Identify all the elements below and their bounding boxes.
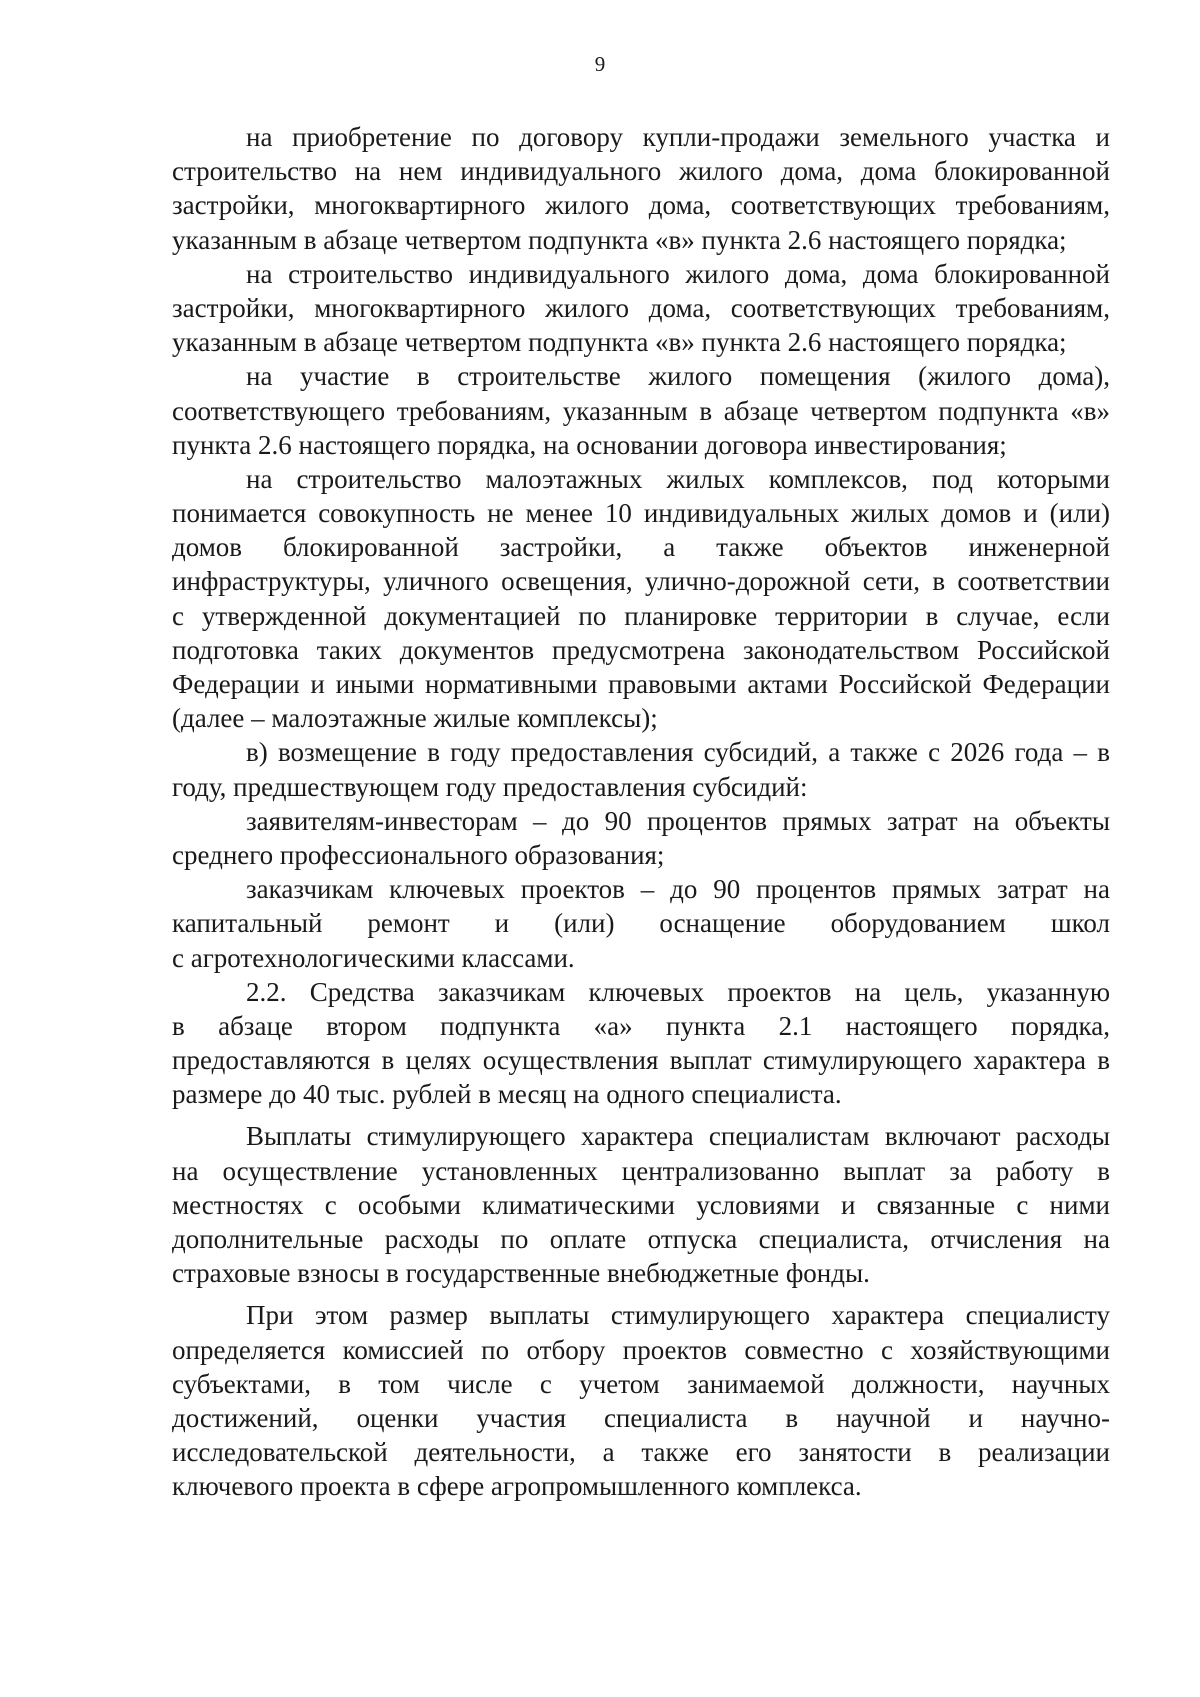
document-body (172, 120, 1110, 1504)
text-line: заказчикам ключевых проектов – до 90 процентов прямых затрат на (246, 874, 1110, 905)
text-line: размере до 40 тыс. рублей в месяц на одного специалиста. (172, 1079, 842, 1110)
text-line: ключевого проекта в сфере агропромышленного комплекса. (172, 1471, 862, 1502)
text-line: Выплаты стимулирующего характера специалистам включают расходы (246, 1121, 1110, 1152)
paragraph (172, 735, 1110, 803)
text-line: домов блокированной застройки, а также объектов инженерной (172, 532, 1110, 563)
paragraph (172, 804, 1110, 872)
paragraph (172, 872, 1110, 975)
text-line: с утвержденной документацией по планировке территории в случае, если (172, 600, 1110, 631)
text-line: году, предшествующем году предоставления субсидий: (172, 771, 808, 802)
text-line: (далее – малоэтажные жилые комплексы); (172, 703, 658, 734)
text-line: страховые взносы в государственные внебюджетные фонды. (172, 1258, 870, 1289)
text-line: с агротехнологическими классами. (172, 942, 575, 973)
paragraph-gap (172, 1290, 1110, 1298)
text-line: определяется комиссией по отбору проектов совместно с хозяйствующими (172, 1334, 1110, 1365)
text-line: среднего профессионального образования; (172, 839, 665, 870)
text-line: в) возмещение в году предоставления субсидий, а также с 2026 года – в (246, 737, 1110, 768)
text-line: указанным в абзаце четвертом подпункта «в» пункта 2.6 настоящего порядка; (172, 224, 1067, 255)
text-line: предоставляются в целях осуществления выплат стимулирующего характера в (172, 1045, 1110, 1076)
text-line: подготовка таких документов предусмотрена законодательством Российской (172, 634, 1110, 665)
text-line: достижений, оценки участия специалиста в научной и научно- (172, 1402, 1110, 1433)
text-line: понимается совокупность не менее 10 индивидуальных жилых домов и (или) (172, 498, 1110, 529)
text-line: строительство на нем индивидуального жилого дома, дома блокированной (172, 156, 1110, 187)
text-line: Федерации и иными нормативными правовыми актами Российской Федерации (172, 669, 1110, 699)
page-number: 9 (594, 52, 606, 76)
paragraph (172, 975, 1110, 1112)
paragraph (172, 462, 1110, 736)
text-line: указанным в абзаце четвертом подпункта «в» пункта 2.6 настоящего порядка; (172, 327, 1067, 358)
text-line: 2.2. Средства заказчикам ключевых проектов на цель, указанную (246, 976, 1110, 1007)
text-line: в абзаце втором подпункта «а» пункта 2.1 настоящего порядка, (172, 1010, 1110, 1041)
paragraph (172, 359, 1110, 462)
text-line: соответствующего требованиям, указанным в абзаце четвертом подпункта «в» (172, 395, 1110, 426)
text-line: инфраструктуры, уличного освещения, улично-дорожной сети, в соответствии (172, 566, 1110, 597)
text-line: местностях с особыми климатическими условиями и связанные с ними (172, 1189, 1110, 1220)
text-line: исследовательской деятельности, а также его занятости в реализации (172, 1437, 1110, 1468)
text-line: на участие в строительстве жилого помещения (жилого дома), (246, 361, 1110, 392)
text-line: капитальный ремонт и (или) оснащение оборудованием школ (172, 908, 1110, 939)
text-line: застройки, многоквартирного жилого дома, соответствующих требованиям, (172, 292, 1110, 323)
paragraph-gap (172, 1111, 1110, 1119)
text-line: пункта 2.6 настоящего порядка, на основании договора инвестирования; (172, 429, 1007, 460)
paragraph (172, 1298, 1110, 1503)
text-line: субъектами, в том числе с учетом занимаемой должности, научных (172, 1368, 1110, 1399)
text-line: на строительство индивидуального жилого дома, дома блокированной (246, 258, 1110, 289)
text-line: При этом размер выплаты стимулирующего характера специалисту (246, 1300, 1110, 1331)
text-line: застройки, многоквартирного жилого дома, соответствующих требованиям, (172, 190, 1110, 221)
paragraph (172, 1119, 1110, 1290)
text-line: дополнительные расходы по оплате отпуска специалиста, отчисления на (172, 1224, 1110, 1254)
text-line: заявителям-инвесторам – до 90 процентов прямых затрат на объекты (246, 805, 1110, 836)
text-line: на осуществление установленных централизованно выплат за работу в (172, 1155, 1110, 1186)
paragraph (172, 120, 1110, 257)
paragraph (172, 257, 1110, 360)
text-line: на приобретение по договору купли-продажи земельного участка и (246, 122, 1110, 152)
text-line: на строительство малоэтажных жилых комплексов, под которыми (246, 463, 1110, 494)
